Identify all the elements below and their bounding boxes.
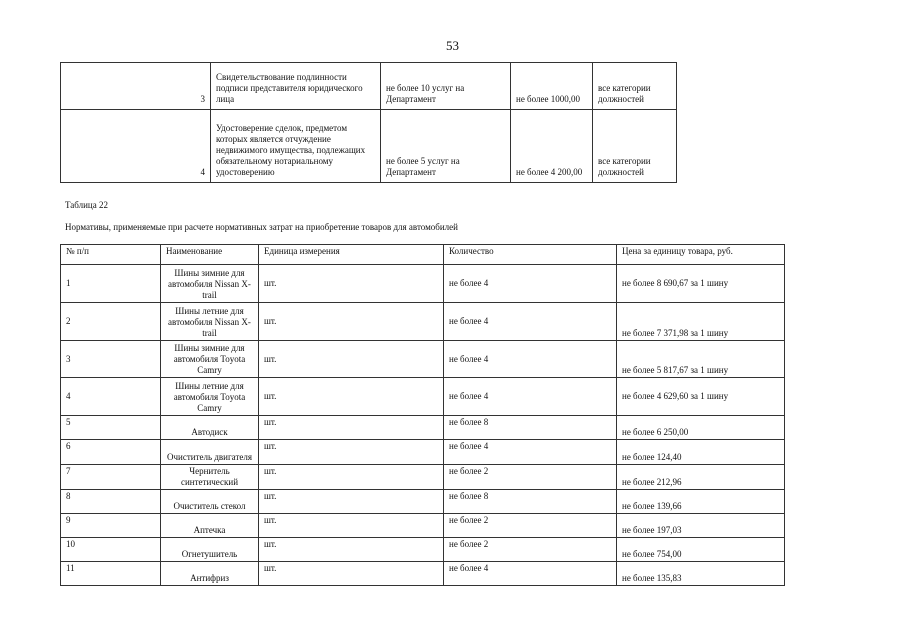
row-number: 11 (61, 562, 161, 586)
table-caption: Таблица 22 (65, 200, 108, 210)
item-unit: шт. (259, 562, 444, 586)
item-price: не более 7 371,98 за 1 шину (617, 303, 785, 341)
row-number: 10 (61, 538, 161, 562)
item-quantity: не более 4 (444, 303, 617, 341)
item-unit: шт. (259, 490, 444, 514)
item-quantity: не более 2 (444, 514, 617, 538)
item-unit: шт. (259, 465, 444, 490)
page-number: 53 (446, 38, 459, 53)
item-price: не более 212,96 (617, 465, 785, 490)
item-unit: шт. (259, 440, 444, 465)
item-quantity: не более 4 (444, 378, 617, 416)
item-name: Очиститель стекол (161, 490, 259, 514)
table-row (61, 440, 785, 465)
item-name: Шины летние для автомобиля Nissan X-trail (161, 303, 259, 341)
item-name: Автодиск (161, 416, 259, 440)
item-name: Очиститель двигателя (161, 440, 259, 465)
service-category: все категории должностей (593, 63, 677, 110)
item-quantity: не более 4 (444, 265, 617, 303)
item-unit: шт. (259, 416, 444, 440)
item-price: не более 754,00 (617, 538, 785, 562)
item-name: Шины зимние для автомобиля Toyota Camry (161, 341, 259, 378)
item-name: Антифриз (161, 562, 259, 586)
row-number: 6 (61, 440, 161, 465)
item-name: Огнетушитель (161, 538, 259, 562)
table-row (61, 490, 785, 514)
item-unit: шт. (259, 538, 444, 562)
item-name: Аптечка (161, 514, 259, 538)
row-number: 2 (61, 303, 161, 341)
header-price: Цена за единицу товара, руб. (617, 245, 785, 265)
service-price: не более 4 200,00 (511, 110, 593, 183)
table-row (61, 514, 785, 538)
item-name: Шины летние для автомобиля Toyota Camry (161, 378, 259, 416)
item-price: не более 124,40 (617, 440, 785, 465)
table-row (61, 378, 785, 416)
table-row (61, 303, 785, 341)
row-number: 7 (61, 465, 161, 490)
service-category: все категории должностей (593, 110, 677, 183)
header-num: № п/п (61, 245, 161, 265)
header-name: Наименование (161, 245, 259, 265)
service-name: Удостоверение сделок, предметом которых является отчуждение недвижимого имущества, подлежащих обязательному нотариальному удостоверению (211, 110, 381, 183)
item-quantity: не более 2 (444, 465, 617, 490)
item-name: Шины зимние для автомобиля Nissan X-trail (161, 265, 259, 303)
norms-table (60, 244, 785, 586)
item-quantity: не более 2 (444, 538, 617, 562)
continuation-row (61, 110, 677, 183)
item-price: не более 139,66 (617, 490, 785, 514)
row-number: 3 (61, 63, 211, 110)
item-name: Чернитель синтетический (161, 465, 259, 490)
header-unit: Единица измерения (259, 245, 444, 265)
item-price: не более 6 250,00 (617, 416, 785, 440)
item-unit: шт. (259, 378, 444, 416)
item-unit: шт. (259, 303, 444, 341)
item-quantity: не более 4 (444, 341, 617, 378)
item-unit: шт. (259, 514, 444, 538)
item-price: не более 135,83 (617, 562, 785, 586)
table-row (61, 341, 785, 378)
table-subtitle: Нормативы, применяемые при расчете нормативных затрат на приобретение товаров для автомобилей (65, 222, 458, 232)
item-unit: шт. (259, 265, 444, 303)
row-number: 5 (61, 416, 161, 440)
table-row (61, 416, 785, 440)
service-name: Свидетельствование подлинности подписи представителя юридического лица (211, 63, 381, 110)
item-quantity: не более 8 (444, 490, 617, 514)
service-limit: не более 10 услуг на Департамент (381, 63, 511, 110)
row-number: 1 (61, 265, 161, 303)
row-number: 8 (61, 490, 161, 514)
item-price: не более 4 629,60 за 1 шину (617, 378, 785, 416)
item-unit: шт. (259, 341, 444, 378)
table-row (61, 465, 785, 490)
table-header-row (61, 245, 785, 265)
item-price: не более 8 690,67 за 1 шину (617, 265, 785, 303)
table-row (61, 562, 785, 586)
item-price: не более 5 817,67 за 1 шину (617, 341, 785, 378)
row-number: 4 (61, 378, 161, 416)
table-row (61, 265, 785, 303)
row-number: 3 (61, 341, 161, 378)
item-quantity: не более 4 (444, 562, 617, 586)
table-row (61, 538, 785, 562)
item-quantity: не более 4 (444, 440, 617, 465)
continuation-row (61, 63, 677, 110)
service-price: не более 1000,00 (511, 63, 593, 110)
item-quantity: не более 8 (444, 416, 617, 440)
service-limit: не более 5 услуг на Департамент (381, 110, 511, 183)
row-number: 9 (61, 514, 161, 538)
row-number: 4 (61, 110, 211, 183)
header-qty: Количество (444, 245, 617, 265)
item-price: не более 197,03 (617, 514, 785, 538)
continuation-table (60, 62, 677, 183)
